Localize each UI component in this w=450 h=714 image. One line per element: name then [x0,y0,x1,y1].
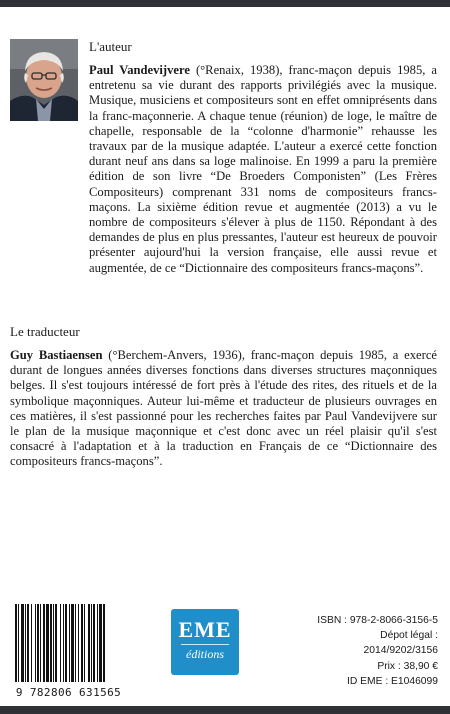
traducteur-heading: Le traducteur [10,324,80,339]
isbn-line: ISBN : 978-2-8066-3156-5 [317,615,438,626]
publication-info [304,613,438,689]
logo-divider [181,644,229,645]
auteur-heading: L'auteur [89,39,132,54]
bottom-border [0,706,450,714]
auteur-bio [89,63,437,276]
top-border [0,0,450,7]
price-line: Prix : 38,90 € [377,660,438,672]
barcode-digits: 9 782806 631565 [15,686,122,699]
barcode [9,600,128,684]
logo-subtitle: éditions [186,647,224,661]
auteur-body: (°Renaix, 1938), franc-maçon depuis 1985, a entretenu sa vie durant des rapports privilégiés avec la musique. Musique, musiciens et compositeurs sont en effet omniprésents dans la franc-maçonnerie. A chaque tenue (réunion) de loge, le maître de chapelle, responsable de la “colonne d'harmonie” rehausse les travaux par de la musique adaptée. L'auteur a exercé cette fonction durant neuf ans dans sa loge malinoise. En 1999 a paru la première édition de son livre “De Broeders Componisten” (Les Frères Compositeurs) comprenant 331 noms de compositeurs francs-maçons. La sixième édition revue et augmentée (2013) a vu le nombre de compositeurs s'élever à plus de 1150. Répondant à des demandes de plus en plus pressantes, l'auteur est heureux de pouvoir présenter aujourd'hui la version française, elle aussi revue et augmentée, de ce “Dictionnaire des compositeurs francs-maçons”. [89,63,437,275]
depot-legal-line: Dépot légal : 2014/9202/3156 [363,630,438,657]
publisher-logo [171,609,239,675]
logo-brand: EME [178,617,232,642]
id-eme-line: ID EME : E1046099 [346,675,438,687]
traducteur-bio [10,348,437,470]
author-photo [10,39,78,121]
auteur-name: Paul Vandevijvere [89,63,190,77]
traducteur-body: (°Berchem-Anvers, 1936), franc-maçon depuis 1985, a exercé durant de longues années diverses fonctions dans diverses structures maçonniques belges. Il s'est toujours intéressé de fort près à l'étude des rites, des rituels et de la symbolique maçonniques. Auteur lui-même et traducteur de plusieurs ouvrages en ces matières, il s'est passionné pour les recherches faites par Paul Vandevijvere sur le plan de la musique maçonnique et c'est donc avec un réel plaisir qu'il s'est consacré à l'adaptation et à la traduction en Français de ce “Dictionnaire des compositeurs francs-maçons”. [10,348,437,469]
traducteur-name: Guy Bastiaensen [10,348,103,362]
